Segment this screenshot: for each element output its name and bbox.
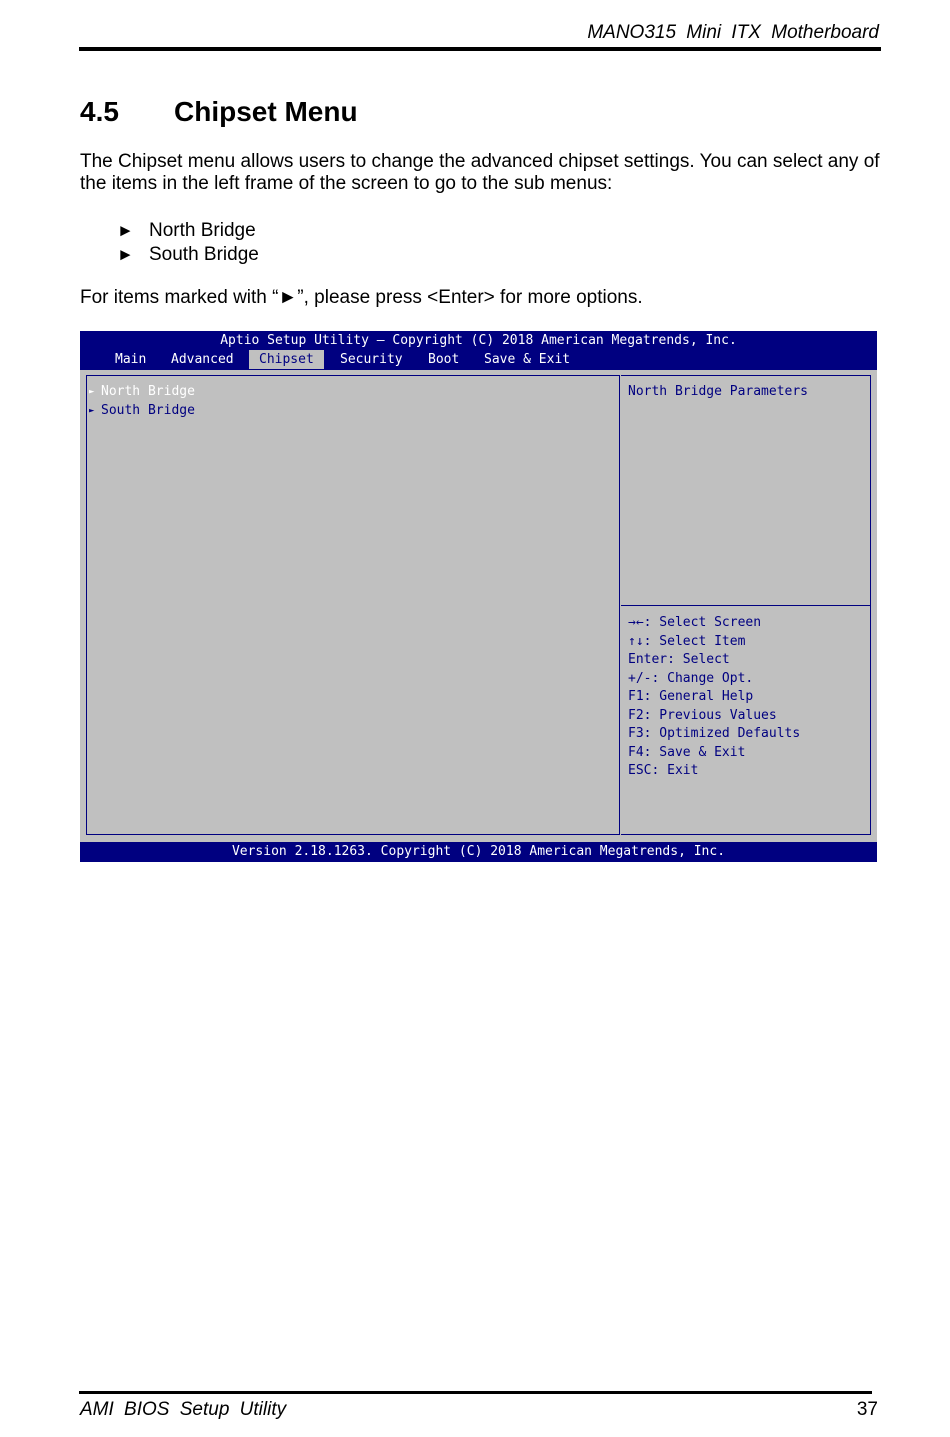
submenu-arrow-icon: ►: [89, 387, 95, 397]
page-number: 37: [856, 1399, 878, 1420]
bios-version-bar: Version 2.18.1263. Copyright (C) 2018 American Megatrends, Inc.: [80, 842, 877, 862]
bullet-item-label: North Bridge: [149, 220, 256, 241]
bullet-arrow-icon: ►: [117, 245, 134, 264]
bullet-arrow-icon: ►: [117, 221, 134, 240]
bios-tab-bar: [80, 350, 877, 370]
footer-title: AMI BIOS Setup Utility: [80, 1399, 287, 1420]
bios-title: Aptio Setup Utility – Copyright (C) 2018 American Megatrends, Inc.: [220, 333, 737, 348]
bullet-item: [117, 243, 259, 267]
key-help-item: +/-: Change Opt.: [628, 670, 754, 686]
key-help-list: [628, 614, 800, 781]
bullet-item: [117, 219, 259, 243]
tab-security[interactable]: Security: [340, 352, 403, 367]
section-title-text: Chipset Menu: [174, 96, 358, 127]
menu-item-label: South Bridge: [101, 403, 195, 418]
tab-main[interactable]: Main: [115, 352, 147, 367]
bios-left-frame: [86, 375, 620, 835]
tab-advanced[interactable]: Advanced: [171, 352, 234, 367]
tab-save-exit[interactable]: Save & Exit: [484, 352, 571, 367]
footer-rule: [79, 1391, 872, 1394]
key-help-item: Enter: Select: [628, 652, 730, 667]
key-help-item: →←: Select Screen: [628, 615, 762, 630]
submenu-bullet-list: [117, 219, 259, 267]
help-divider: [621, 605, 871, 606]
tab-chipset[interactable]: Chipset: [249, 350, 324, 369]
bios-title-bar: [80, 331, 877, 370]
key-help-item: F3: Optimized Defaults: [628, 726, 801, 741]
page-header-title: MANO315 Mini ITX Motherboard: [587, 22, 879, 43]
submenu-arrow-icon: ►: [89, 406, 95, 416]
menu-item-label: North Bridge: [101, 384, 195, 399]
key-help-item: F4: Save & Exit: [628, 744, 746, 760]
key-help-item: F2: Previous Values: [628, 707, 777, 723]
tab-boot[interactable]: Boot: [428, 352, 460, 367]
section-number: 4.5: [80, 96, 119, 127]
note-paragraph: For items marked with “►”, please press <Enter> for more options.: [80, 287, 643, 308]
key-help-item: ↑↓: Select Item: [628, 633, 746, 649]
intro-paragraph: The Chipset menu allows users to change the advanced chipset settings. You can select any of the items in the left frame of the screen to go to the sub menus:: [80, 151, 880, 194]
header-rule: [79, 47, 881, 51]
key-help-item: F1: General Help: [628, 689, 754, 704]
section-title: [80, 96, 358, 128]
menu-item-south-bridge[interactable]: [89, 402, 195, 420]
item-help-text: North Bridge Parameters: [628, 384, 809, 399]
key-help-item: ESC: Exit: [628, 763, 699, 778]
bios-screenshot: [80, 331, 877, 862]
menu-item-north-bridge[interactable]: [89, 383, 195, 401]
bullet-item-label: South Bridge: [149, 244, 259, 265]
